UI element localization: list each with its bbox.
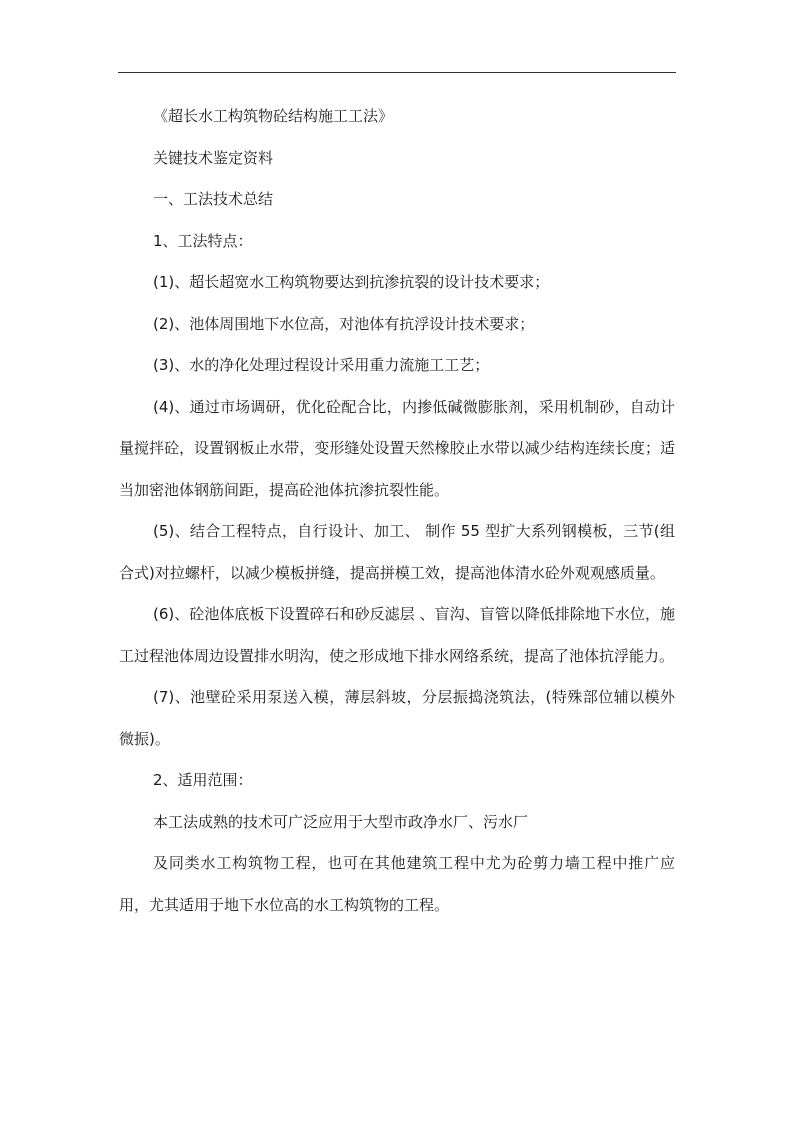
- feature-item-4: (4)、通过市场调研，优化砼配合比，内掺低碱微膨胀剂，采用机制砂，自动计量搅拌砼，设置钢板止水带，变形缝处设置天然橡胶止水带以减少结构连续长度；适当加密池体钢筋间距，提高砼池体抗渗抗裂性能。: [119, 397, 675, 499]
- document-title: 《超长水工构筑物砼结构施工工法》: [153, 107, 394, 125]
- document-body: [119, 96, 675, 926]
- document-subtitle: 关键技术鉴定资料: [153, 148, 274, 167]
- scope-paragraph-2: 及同类水工构筑物工程，也可在其他建筑工程中尤为砼剪力墙工程中推广应用，尤其适用于地下水位高的水工构筑物的工程。: [119, 854, 675, 914]
- scope-paragraph-1: 本工法成熟的技术可广泛应用于大型市政净水厂、污水厂: [153, 812, 529, 831]
- feature-item-6: (6)、砼池体底板下设置碎石和砂反滤层 、盲沟、盲管以降低排除地下水位，施工过程池体周边设置排水明沟，使之形成地下排水网络系统，提高了池体抗浮能力。: [119, 605, 675, 665]
- feature-item-7: (7)、池壁砼采用泵送入模，薄层斜坡，分层振捣浇筑法，(特殊部位辅以模外微振)。: [119, 688, 675, 748]
- subsection-heading: 1、工法特点：: [153, 231, 253, 250]
- feature-item-1: (1)、超长超宽水工构筑物要达到抗渗抗裂的设计技术要求；: [153, 273, 550, 291]
- feature-item-5: (5)、结合工程特点，自行设计、加工、 制作 55 型扩大系列钢模板，三节(组合式)对拉螺杆，以减少模板拼缝，提高拼模工效，提高池体清水砼外观观感质量。: [119, 522, 675, 582]
- feature-item-3: (3)、水的净化处理过程设计采用重力流施工工艺；: [153, 356, 490, 374]
- feature-item-2: (2)、池体周围地下水位高，对池体有抗浮设计技术要求；: [153, 314, 535, 333]
- section-heading: 一、工法技术总结: [153, 190, 274, 208]
- subsection-heading: 2、适用范围：: [153, 771, 253, 789]
- header-rule: [118, 72, 676, 73]
